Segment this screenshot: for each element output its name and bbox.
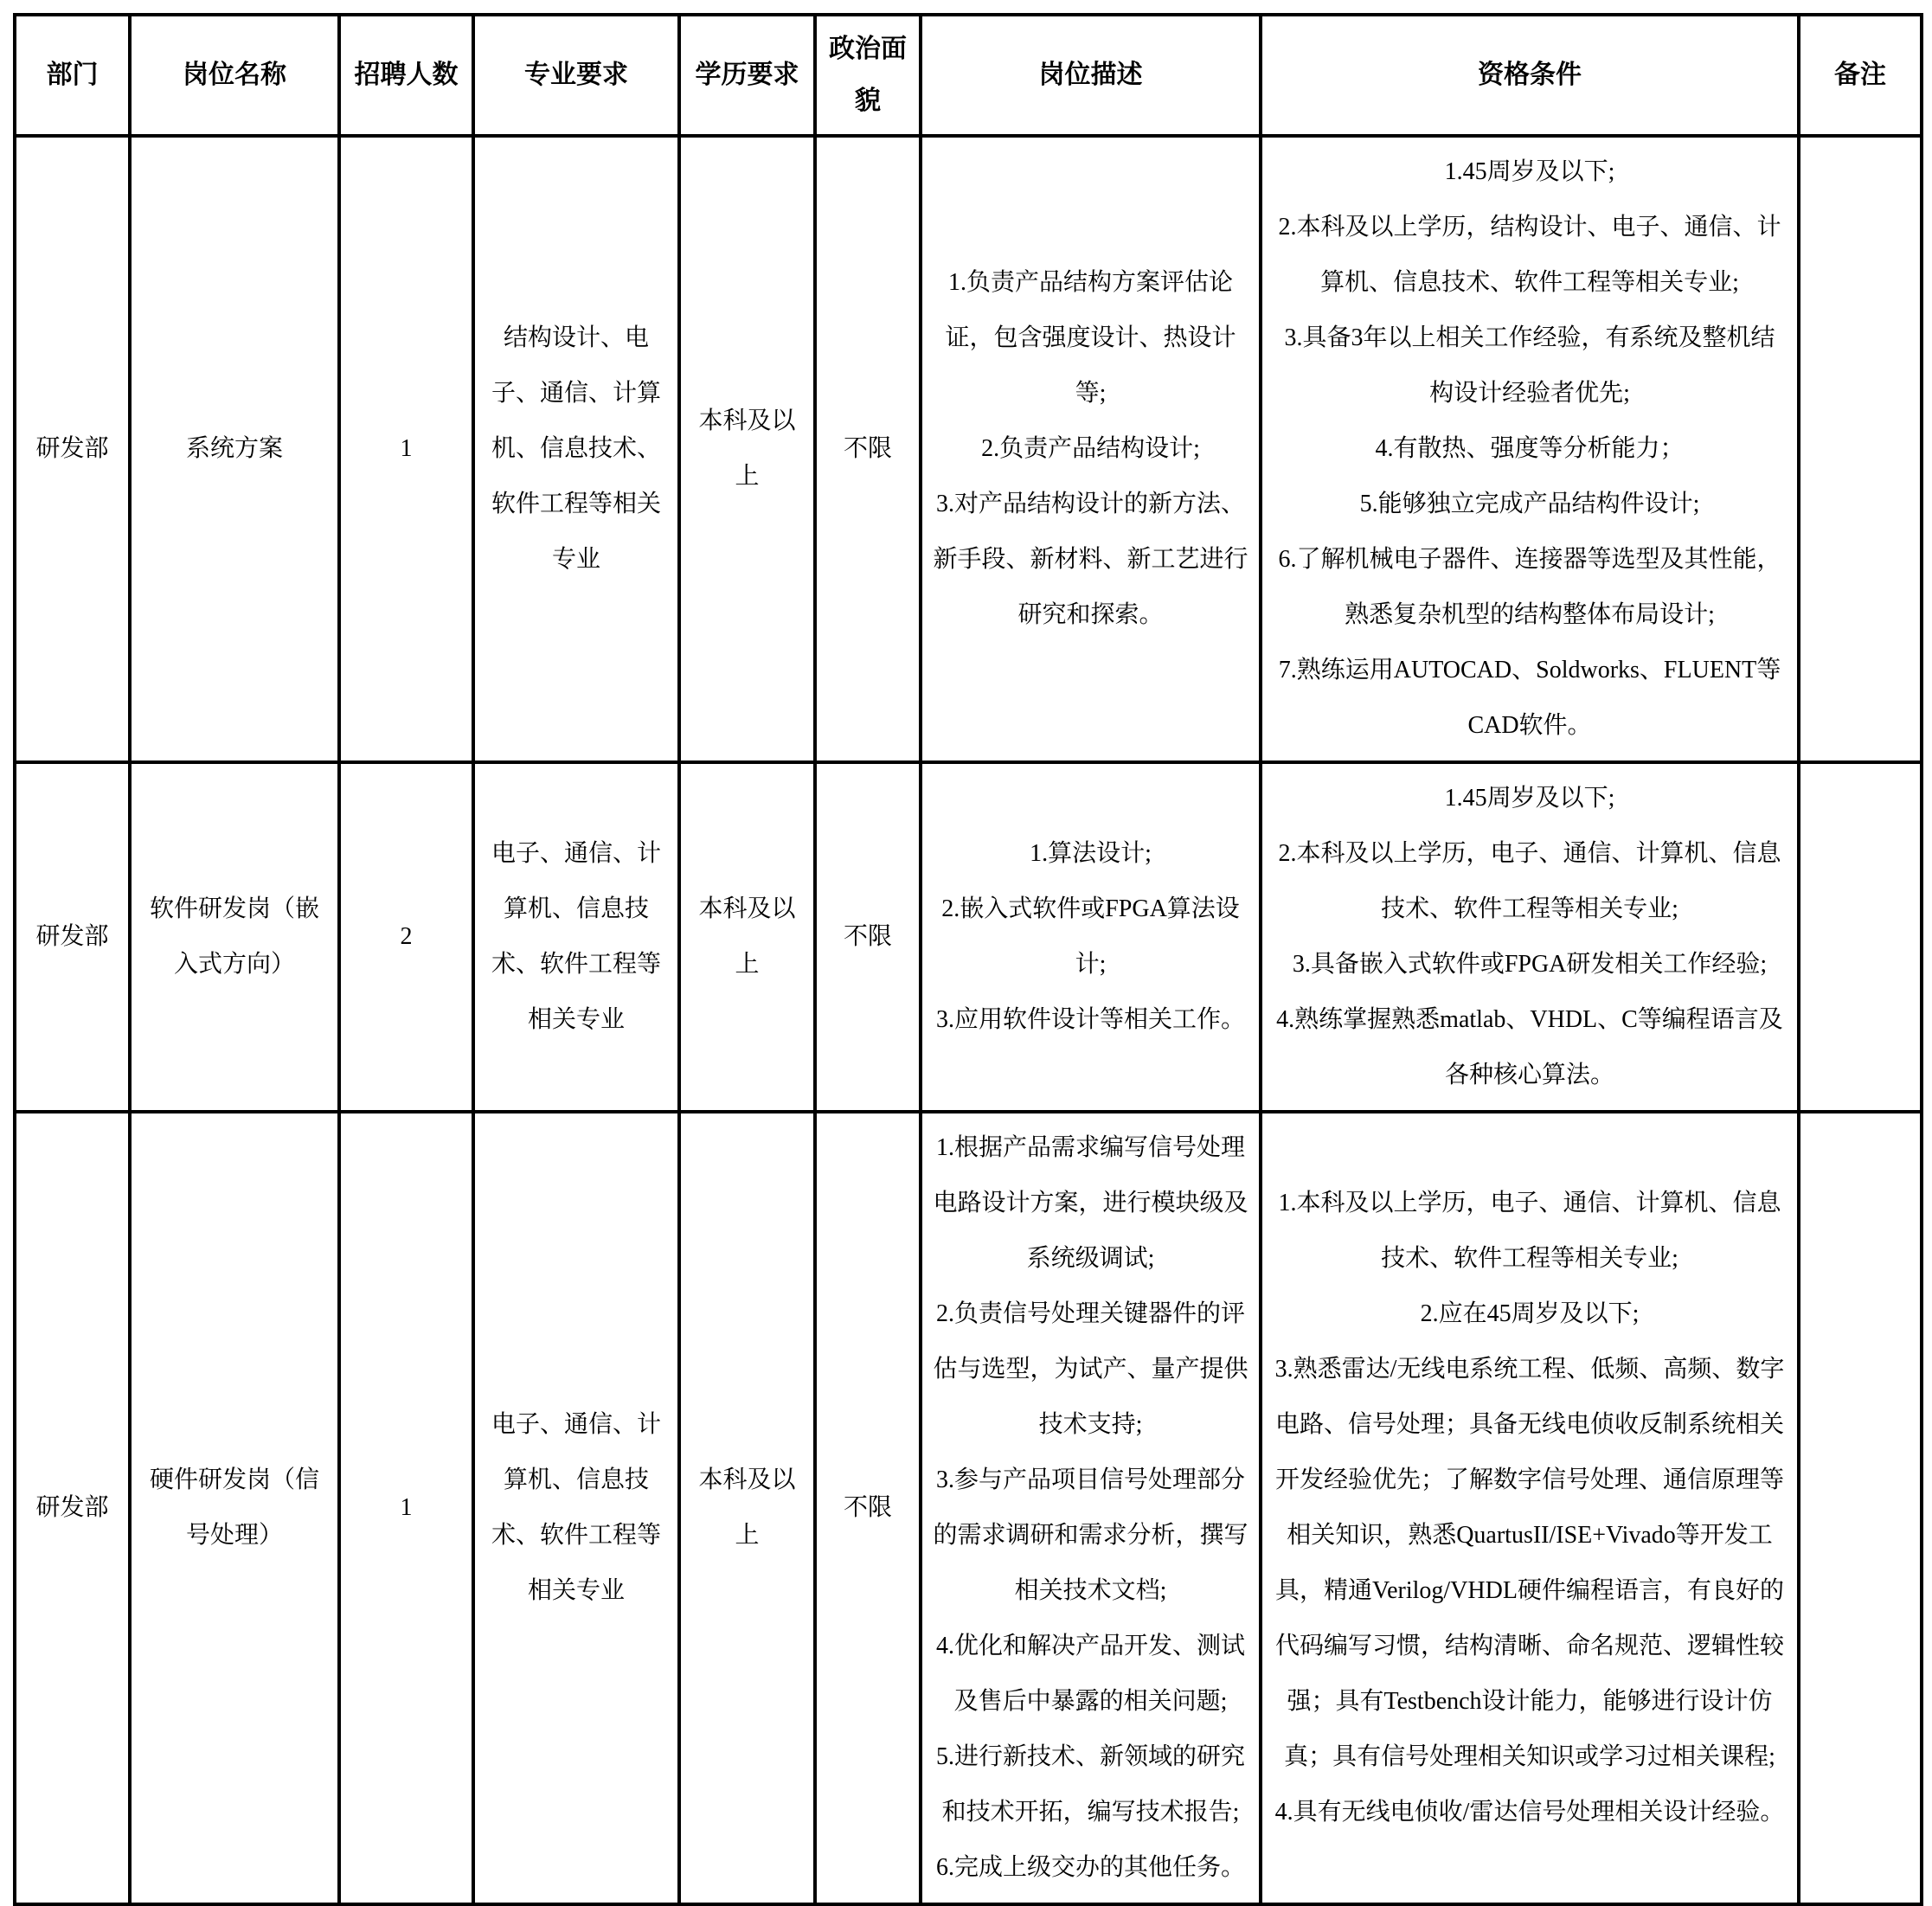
- qualification-item: 1.45周岁及以下;: [1444, 158, 1615, 185]
- qualification-item: 2.应在45周岁及以下;: [1420, 1300, 1640, 1327]
- cell-position: 硬件研发岗（信号处理）: [130, 1112, 339, 1904]
- header-major: 专业要求: [473, 15, 679, 136]
- cell-headcount: 1: [339, 136, 473, 762]
- cell-department: 研发部: [15, 1112, 130, 1904]
- header-duties: 岗位描述: [921, 15, 1261, 136]
- header-position: 岗位名称: [130, 15, 339, 136]
- recruitment-table: [13, 13, 1923, 1906]
- cell-major: 结构设计、电子、通信、计算机、信息技术、软件工程等相关专业: [473, 136, 679, 762]
- table-row: [15, 762, 1922, 1112]
- table-row: [15, 1112, 1922, 1904]
- qualification-item: 1.本科及以上学历，电子、通信、计算机、信息技术、软件工程等相关专业;: [1278, 1190, 1781, 1272]
- cell-duties: [921, 136, 1261, 762]
- qualification-item: 3.具备嵌入式软件或FPGA研发相关工作经验;: [1292, 951, 1768, 978]
- header-education: 学历要求: [679, 15, 815, 136]
- duty-item: 2.负责产品结构设计;: [981, 435, 1200, 462]
- cell-duties: [921, 762, 1261, 1112]
- cell-duties: [921, 1112, 1261, 1904]
- duty-item: 3.参与产品项目信号处理部分的需求调研和需求分析，撰写相关技术文档;: [933, 1466, 1248, 1604]
- cell-major: 电子、通信、计算机、信息技术、软件工程等相关专业: [473, 1112, 679, 1904]
- qualification-item: 7.熟练运用AUTOCAD、Soldworks、FLUENT等CAD软件。: [1278, 657, 1781, 739]
- cell-position: 软件研发岗（嵌入式方向）: [130, 762, 339, 1112]
- qualification-item: 3.具备3年以上相关工作经验，有系统及整机结构设计经验者优先;: [1284, 324, 1775, 407]
- qualification-item: 4.有散热、强度等分析能力；: [1375, 435, 1685, 462]
- duty-item: 5.进行新技术、新领域的研究和技术开拓，编写技术报告;: [935, 1743, 1245, 1826]
- cell-headcount: 2: [339, 762, 473, 1112]
- cell-remark: [1799, 762, 1922, 1112]
- qualification-item: 5.能够独立完成产品结构件设计;: [1359, 491, 1700, 517]
- qualification-item: 1.45周岁及以下;: [1444, 785, 1615, 812]
- cell-qualifications: [1261, 762, 1799, 1112]
- cell-political-status: 不限: [815, 1112, 921, 1904]
- table-row: [15, 136, 1922, 762]
- duty-item: 1.负责产品结构方案评估论证，包含强度设计、热设计等;: [945, 269, 1236, 407]
- cell-education: 本科及以上: [679, 1112, 815, 1904]
- cell-remark: [1799, 1112, 1922, 1904]
- qualification-item: 2.本科及以上学历，电子、通信、计算机、信息技术、软件工程等相关专业;: [1278, 840, 1781, 922]
- duty-item: 3.对产品结构设计的新方法、新手段、新材料、新工艺进行研究和探索。: [933, 491, 1248, 628]
- cell-major: 电子、通信、计算机、信息技术、软件工程等相关专业: [473, 762, 679, 1112]
- cell-political-status: 不限: [815, 136, 921, 762]
- qualification-item: 4.具有无线电侦收/雷达信号处理相关设计经验。: [1274, 1799, 1785, 1826]
- cell-qualifications: [1261, 1112, 1799, 1904]
- duty-item: 4.优化和解决产品开发、测试及售后中暴露的相关问题;: [935, 1633, 1245, 1715]
- cell-department: 研发部: [15, 762, 130, 1112]
- cell-headcount: 1: [339, 1112, 473, 1904]
- duty-item: 3.应用软件设计等相关工作。: [935, 1006, 1245, 1033]
- duty-item: 2.嵌入式软件或FPGA算法设计;: [941, 895, 1240, 978]
- header-row: [15, 15, 1922, 136]
- duty-item: 1.算法设计;: [1030, 840, 1152, 867]
- cell-education: 本科及以上: [679, 762, 815, 1112]
- cell-qualifications: [1261, 136, 1799, 762]
- cell-department: 研发部: [15, 136, 130, 762]
- duty-item: 1.根据产品需求编写信号处理电路设计方案，进行模块级及系统级调试;: [933, 1134, 1248, 1272]
- duty-item: 2.负责信号处理关键器件的评估与选型，为试产、量产提供技术支持;: [933, 1300, 1248, 1438]
- qualification-item: 2.本科及以上学历，结构设计、电子、通信、计算机、信息技术、软件工程等相关专业;: [1278, 214, 1781, 296]
- header-remark: 备注: [1799, 15, 1922, 136]
- cell-position: 系统方案: [130, 136, 339, 762]
- duty-item: 6.完成上级交办的其他任务。: [935, 1854, 1245, 1881]
- qualification-item: 6.了解机械电子器件、连接器等选型及其性能，熟悉复杂机型的结构整体布局设计;: [1278, 546, 1781, 628]
- cell-remark: [1799, 136, 1922, 762]
- header-political-status: 政治面貌: [815, 15, 921, 136]
- cell-political-status: 不限: [815, 762, 921, 1112]
- qualification-item: 4.熟练掌握熟悉matlab、VHDL、C等编程语言及各种核心算法。: [1276, 1006, 1783, 1088]
- header-headcount: 招聘人数: [339, 15, 473, 136]
- header-department: 部门: [15, 15, 130, 136]
- qualification-item: 3.熟悉雷达/无线电系统工程、低频、高频、数字电路、信号处理；具备无线电侦收反制系统相关开发经验优先；了解数字信号处理、通信原理等相关知识，熟悉QuartusII/ISE+Vivado等开发工具，精通Verilog/VHDL硬件编程语言，有良好的代码编写习惯，结构清晰、命名规范、逻辑性较强；具有Testbench设计能力，能够进行设计仿真；具有信号处理相关知识或学习过相关课程;: [1274, 1356, 1785, 1770]
- cell-education: 本科及以上: [679, 136, 815, 762]
- header-qualifications: 资格条件: [1261, 15, 1799, 136]
